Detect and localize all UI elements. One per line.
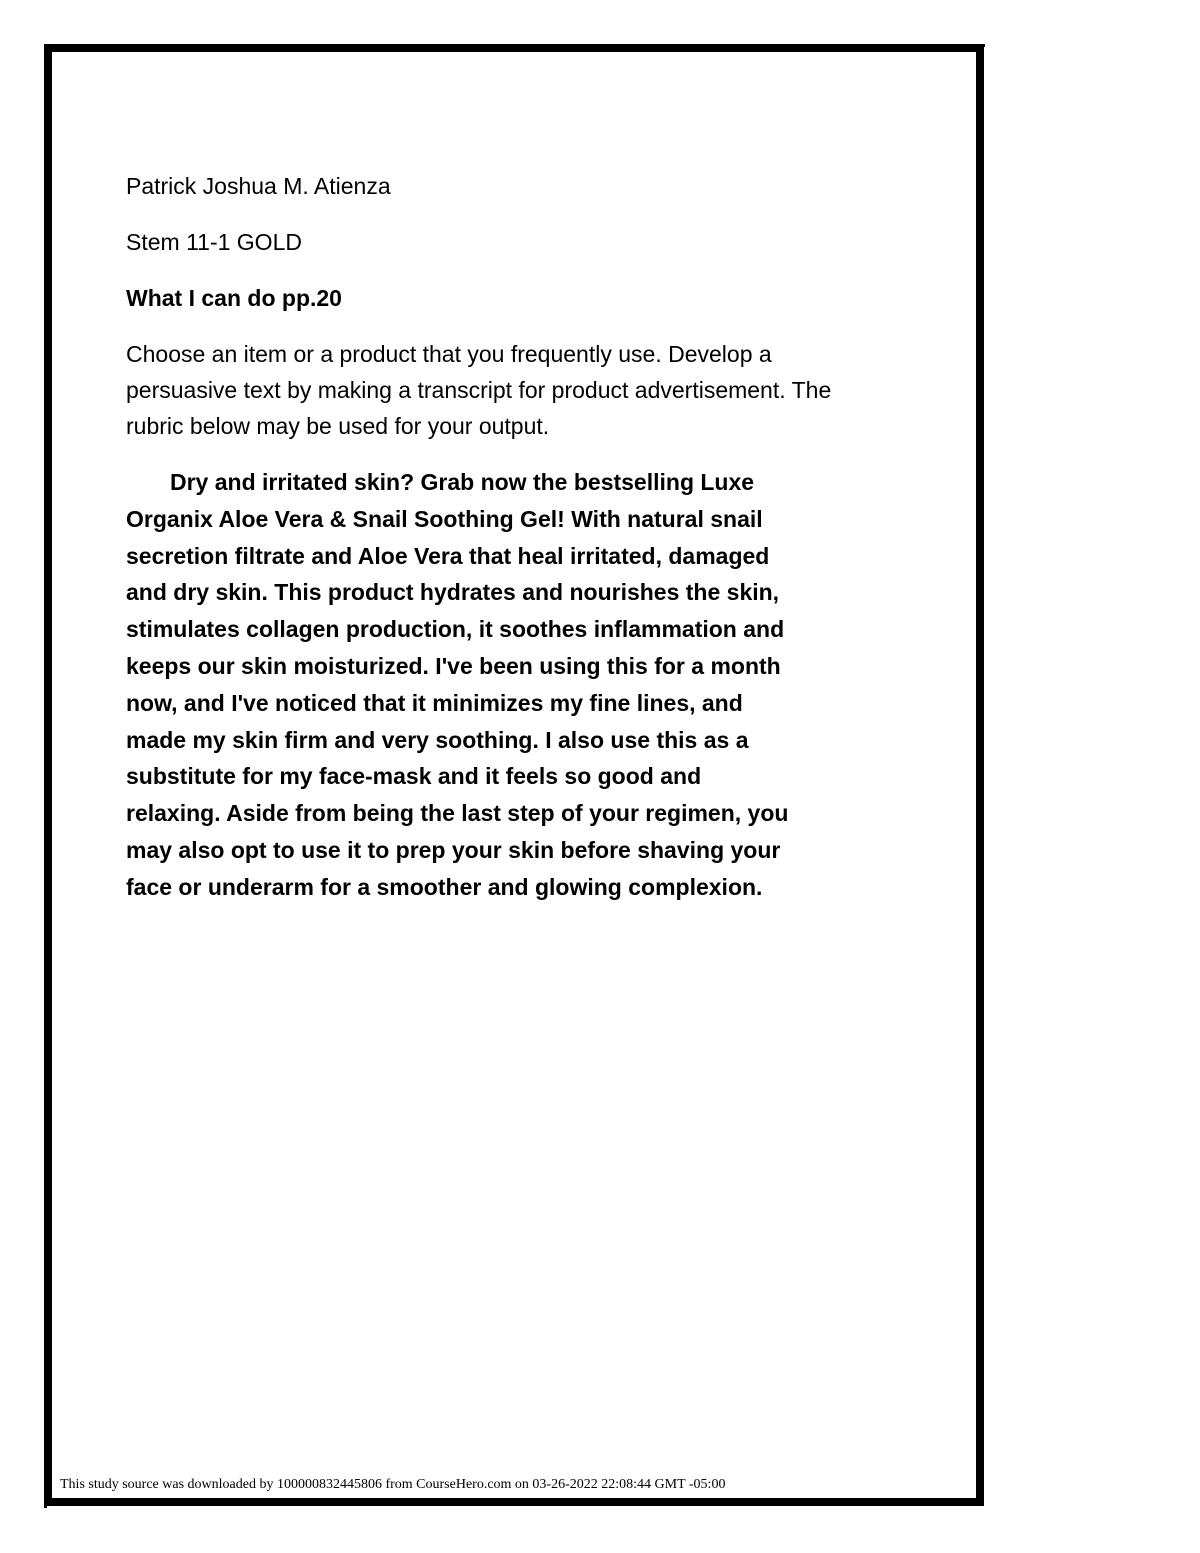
document-body [126,168,886,906]
corner-mark-top-right [982,44,985,47]
student-name: Patrick Joshua M. Atienza [126,173,391,199]
instructions-paragraph: Choose an item or a product that you frequently use. Develop a persuasive text by making a transcript for product advertisement. The rubric below may be used for your output. [126,341,832,439]
download-source-note: This study source was downloaded by 100000832445806 from CourseHero.com on 03-26-2022 22:08:44 GMT -05:00 [60,1477,726,1492]
advertisement-paragraph: Dry and irritated skin? Grab now the bestselling Luxe Organix Aloe Vera & Snail Soothing Gel! With natural snail secretion filtrate and Aloe Vera that heal irritated, damaged and dry skin. This product hydrates and nourishes the skin, stimulates collagen production, it soothes inflammation and keeps our skin moisturized. I've been using this for a month now, and I've noticed that it minimizes my fine lines, and made my skin firm and very soothing. I also use this as a substitute for my face-mask and it feels so good and relaxing. Aside from being the last step of your regimen, you may also opt to use it to prep your skin before shaving your face or underarm for a smoother and glowing complexion. [126,469,789,900]
class-section: Stem 11-1 GOLD [126,229,302,255]
corner-mark-bottom-left [44,1505,47,1508]
activity-heading: What I can do pp.20 [126,285,342,311]
